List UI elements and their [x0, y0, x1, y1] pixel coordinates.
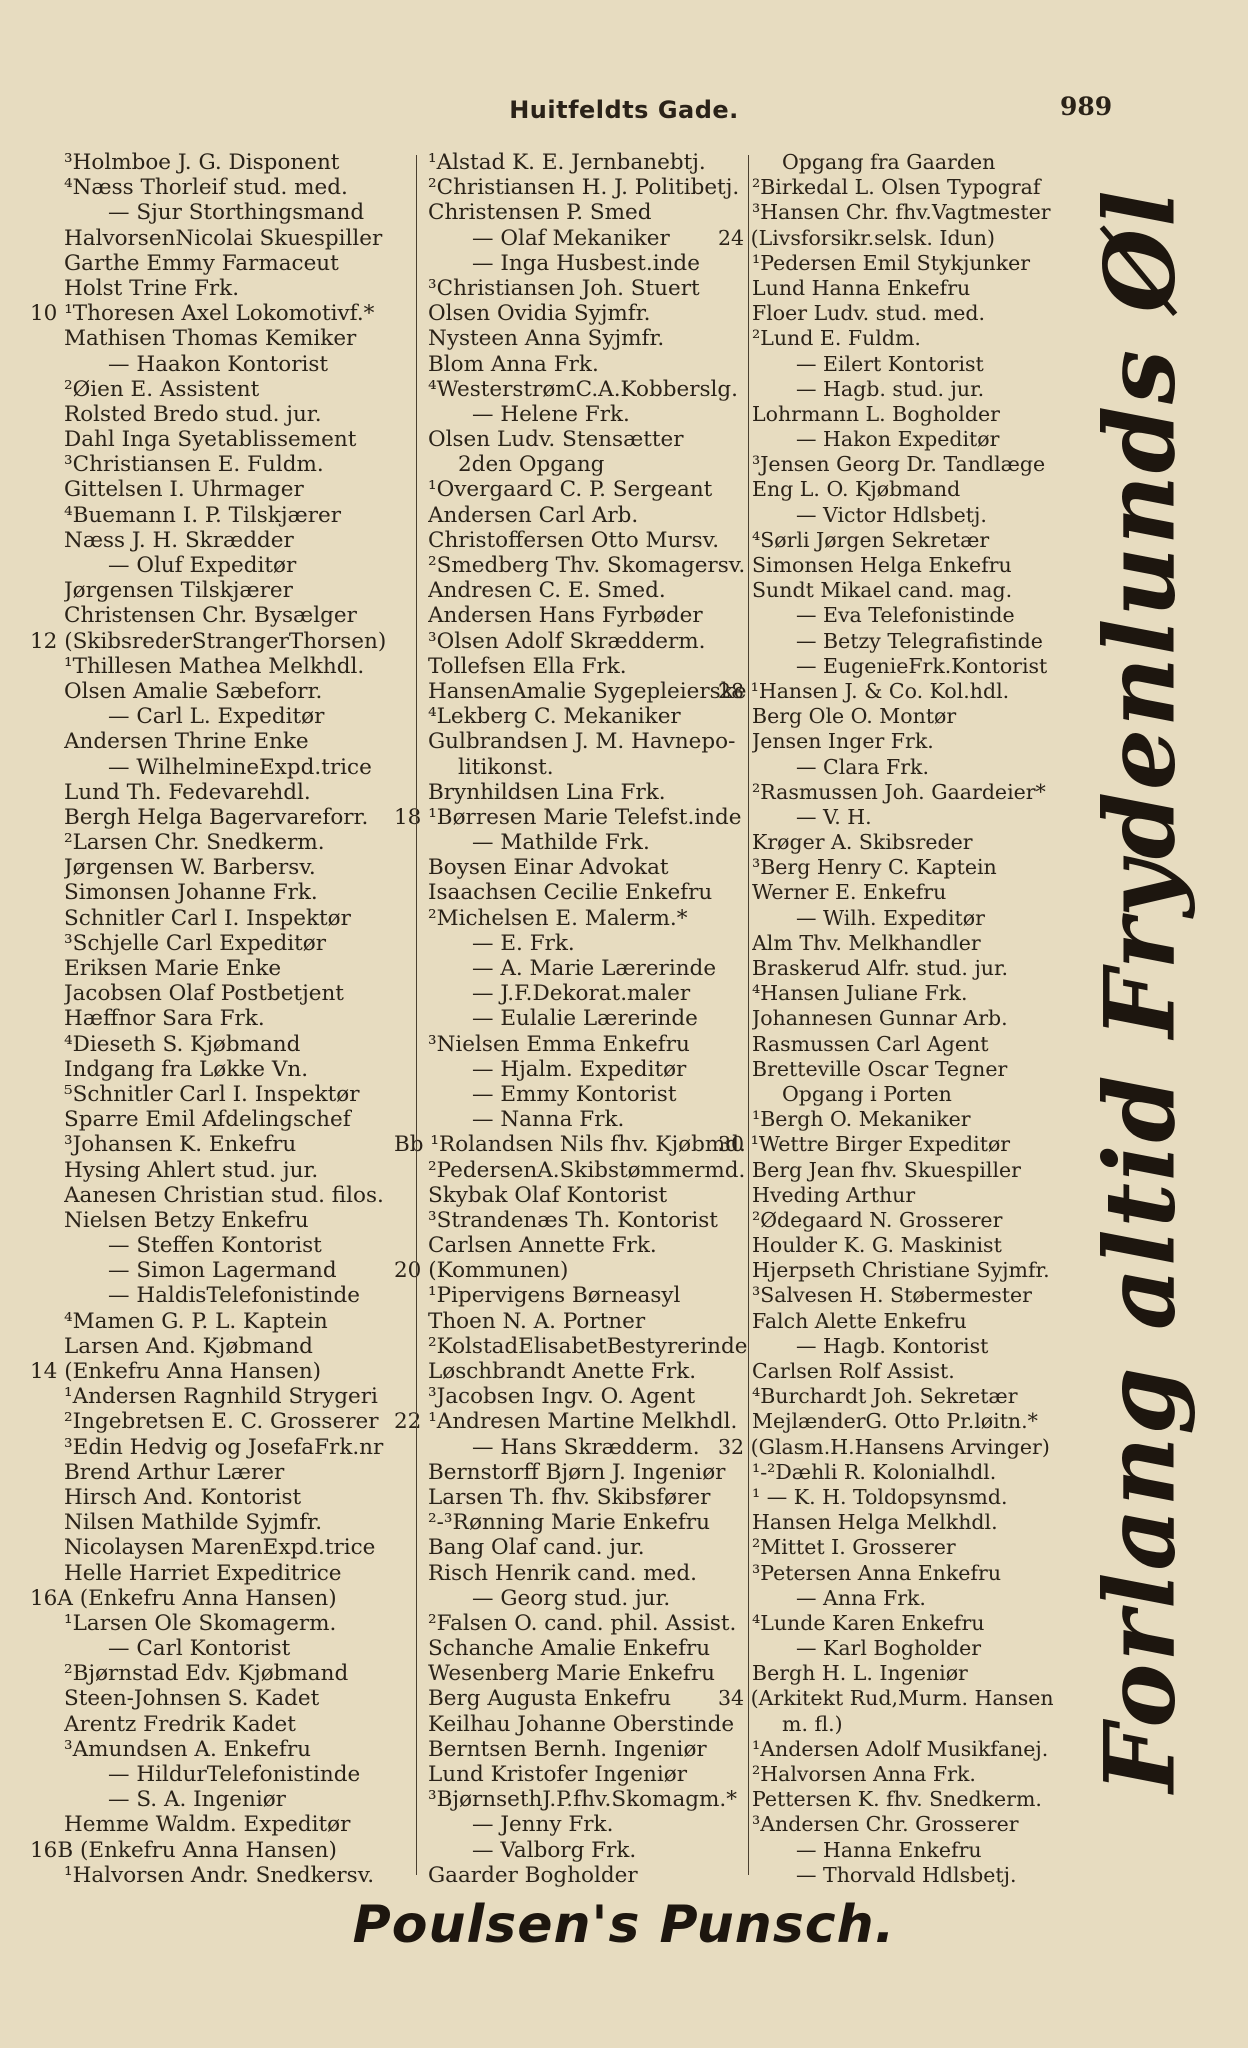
directory-entry: Opgang fra Gaarden — [782, 150, 996, 174]
directory-entry: Hæffnor Sara Frk. — [64, 1006, 265, 1032]
directory-entry: Simonsen Helga Enkefru — [752, 553, 1012, 577]
directory-entry: Christoffersen Otto Mursv. — [428, 527, 720, 553]
directory-entry: Bb ¹Rolandsen Nils fhv. Kjøbmd. — [394, 1132, 746, 1158]
directory-entry: — Oluf Expeditør — [108, 553, 297, 578]
directory-entry: — Eva Telefonistinde — [796, 603, 1015, 628]
directory-entry: — Victor Hdlsbetj. — [796, 502, 987, 527]
directory-entry: ³Jacobsen Ingv. O. Agent — [428, 1384, 696, 1410]
directory-entry: Berntsen Bernh. Ingeniør — [428, 1736, 707, 1762]
directory-entry: Rolsted Bredo stud. jur. — [64, 401, 322, 427]
directory-entry: ⁴Hansen Juliane Frk. — [752, 981, 968, 1006]
directory-entry: ³Johansen K. Enkefru — [64, 1132, 297, 1158]
directory-entry: Hansen Helga Melkhdl. — [752, 1510, 998, 1535]
directory-entry: ⁴Lunde Karen Enkefru — [752, 1610, 985, 1635]
directory-entry: Bergh H. L. Ingeniør — [752, 1661, 968, 1686]
directory-entry: ¹Alstad K. E. Jernbanebtj. — [428, 150, 706, 175]
directory-entry: — V. H. — [796, 804, 872, 829]
directory-entry: — Eilert Kontorist — [796, 351, 984, 376]
directory-entry: Werner E. Enkefru — [752, 880, 947, 905]
directory-entry: ⁴Burchardt Joh. Sekretær — [752, 1384, 1018, 1409]
directory-entry: Andersen Thrine Enke — [64, 729, 309, 755]
directory-entry: Bernstorff Bjørn J. Ingeniør — [428, 1459, 726, 1485]
directory-entry: Jensen Inger Frk. — [752, 729, 934, 754]
directory-entry: Pettersen K. fhv. Snedkerm. — [752, 1787, 1042, 1812]
directory-entry: 34 (Arkitekt Rud,Murm. Hansen — [718, 1686, 1054, 1711]
directory-entry: ³Salvesen H. Støbermester — [752, 1283, 1032, 1308]
directory-entry: Berg Jean fhv. Skuespiller — [752, 1157, 1021, 1182]
directory-entry: ⁴Næss Thorleif stud. med. — [64, 175, 348, 201]
column-divider-left — [416, 155, 417, 1875]
directory-entry: Lund Kristofer Ingeniør — [428, 1762, 687, 1787]
directory-entry: 20 (Kommunen) — [394, 1258, 569, 1284]
page-title: Huitfeldts Gade. — [509, 96, 739, 124]
directory-entry: — Carl L. Expeditør — [108, 704, 325, 730]
directory-entry: Olsen Ludv. Stensætter — [428, 427, 684, 453]
directory-entry: ⁴WesterstrømC.A.Kobberslg. — [428, 376, 738, 402]
directory-entry: — HildurTelefonistinde — [108, 1762, 361, 1787]
directory-entry: — Valborg Frk. — [472, 1837, 637, 1863]
directory-entry: — Steffen Kontorist — [108, 1233, 322, 1259]
directory-entry: ²Bjørnstad Edv. Kjøbmand — [64, 1661, 349, 1687]
directory-entry: — EugenieFrk.Kontorist — [796, 653, 1048, 678]
directory-entry: ⁴Dieseth S. Kjøbmand — [64, 1031, 301, 1057]
directory-entry: Tollefsen Ella Frk. — [428, 653, 627, 679]
directory-entry: 14 (Enkefru Anna Hansen) — [30, 1359, 322, 1384]
directory-entry: ³Holmboe J. G. Disponent — [64, 150, 340, 175]
directory-entry: — Wilh. Expeditør — [796, 905, 985, 930]
directory-entry: Bretteville Oscar Tegner — [752, 1056, 1008, 1081]
directory-entry: ¹Andersen Ragnhild Strygeri — [64, 1384, 378, 1410]
directory-entry: — WilhelmineExpd.trice — [108, 754, 372, 780]
directory-entry: Hemme Waldm. Expeditør — [64, 1812, 351, 1838]
directory-entry: ²Christiansen H. J. Politibetj. — [428, 175, 740, 201]
directory-entry: Brend Arthur Lærer — [64, 1459, 285, 1485]
directory-entry: HansenAmalie Sygepleierske — [428, 678, 747, 704]
directory-entry: Nielsen Betzy Enkefru — [64, 1207, 309, 1233]
directory-entry: — Hagb. Kontorist — [796, 1333, 989, 1358]
directory-entry: ¹Pipervigens Børneasyl — [428, 1283, 681, 1309]
directory-entry: ²PedersenA.Skibstømmermd. — [428, 1157, 746, 1183]
directory-entry: Larsen And. Kjøbmand — [64, 1333, 313, 1359]
directory-entry: Falch Alette Enkefru — [752, 1308, 967, 1333]
directory-entry: Gulbrandsen J. M. Havnepo- — [428, 729, 736, 755]
directory-entry: ²Halvorsen Anna Frk. — [752, 1762, 976, 1786]
directory-entry: Christensen Chr. Bysælger — [64, 603, 357, 629]
directory-entry: ⁴Lekberg C. Mekaniker — [428, 704, 681, 730]
directory-entry: Nysteen Anna Syjmfr. — [428, 326, 665, 352]
directory-entry: Aanesen Christian stud. filos. — [64, 1182, 384, 1208]
directory-entry: — Emmy Kontorist — [472, 1081, 677, 1107]
directory-entry: 30 ¹Wettre Birger Expeditør — [718, 1132, 1011, 1157]
directory-entry: — HaldisTelefonistinde — [108, 1283, 360, 1309]
directory-entry: ³Amundsen A. Enkefru — [64, 1736, 311, 1762]
directory-entry: ²-³Rønning Marie Enkefru — [428, 1510, 710, 1536]
directory-entry: Steen-Johnsen S. Kadet — [64, 1686, 320, 1712]
directory-entry: ³Christiansen E. Fuldm. — [64, 452, 324, 478]
directory-entry: ²Ødegaard N. Grosserer — [752, 1207, 1003, 1232]
directory-entry: Carlsen Annette Frk. — [428, 1233, 657, 1259]
directory-entry: Sparre Emil Afdelingschef — [64, 1107, 351, 1133]
directory-entry: Helle Harriet Expeditrice — [64, 1560, 342, 1586]
directory-entry: Hirsch And. Kontorist — [64, 1484, 302, 1510]
directory-entry: Eriksen Marie Enke — [64, 956, 282, 981]
directory-entry: — Carl Kontorist — [108, 1636, 291, 1662]
directory-entry: Brynhildsen Lina Frk. — [428, 779, 666, 805]
directory-entry: Keilhau Johanne Oberstinde — [428, 1711, 735, 1737]
directory-entry: ¹Bergh O. Mekaniker — [752, 1107, 971, 1132]
directory-entry: Boysen Einar Advokat — [428, 855, 669, 881]
directory-entry: Gaarder Bogholder — [428, 1862, 638, 1888]
directory-entry: ¹Andersen Adolf Musikfanej. — [752, 1736, 1049, 1761]
bottom-advertisement: Poulsen's Punsch. — [352, 1895, 896, 1955]
directory-entry: Isaachsen Cecilie Enkefru — [428, 880, 713, 906]
directory-entry: ³Nielsen Emma Enkefru — [428, 1031, 690, 1057]
directory-entry: 16B (Enkefru Anna Hansen) — [30, 1837, 337, 1863]
directory-entry: — Helene Frk. — [472, 401, 630, 427]
directory-entry: 24 (Livsforsikr.selsk. Idun) — [718, 225, 995, 250]
directory-entry: — Nanna Frk. — [472, 1107, 625, 1133]
directory-entry: — Hagb. stud. jur. — [796, 376, 985, 401]
directory-entry: ⁴Mamen G. P. L. Kaptein — [64, 1308, 328, 1334]
directory-entry: Olsen Amalie Sæbeforr. — [64, 678, 323, 704]
directory-entry: Schnitler Carl I. Inspektør — [64, 905, 351, 931]
directory-entry: Wesenberg Marie Enkefru — [428, 1661, 715, 1687]
directory-entry: — Karl Bogholder — [796, 1636, 982, 1661]
directory-entry: Gittelsen I. Uhrmager — [64, 477, 304, 503]
directory-entry: — J.F.Dekorat.maler — [472, 981, 691, 1007]
page-number: 989 — [1060, 92, 1113, 121]
directory-entry: Lund Hanna Enkefru — [752, 275, 971, 300]
directory-column-2 — [394, 150, 768, 1888]
directory-entry: Bergh Helga Bagervareforr. — [64, 804, 369, 830]
directory-entry: ³Christiansen Joh. Stuert — [428, 275, 700, 301]
directory-entry: Braskerud Alfr. stud. jur. — [752, 956, 1009, 980]
directory-entry: Berg Ole O. Montør — [752, 704, 957, 729]
directory-entry: m. fl.) — [782, 1711, 843, 1736]
directory-entry: ³Edin Hedvig og JosefaFrk.nr — [64, 1434, 384, 1460]
directory-entry: — Hanna Enkefru — [796, 1837, 982, 1862]
directory-entry: ²Birkedal L. Olsen Typograf — [752, 175, 1041, 200]
directory-entry: — Haakon Kontorist — [108, 351, 329, 377]
directory-entry: ¹-²Dæhli R. Kolonialhdl. — [752, 1459, 997, 1484]
directory-entry: — Inga Husbest.inde — [472, 250, 700, 276]
directory-entry: Larsen Th. fhv. Skibsfører — [428, 1484, 711, 1510]
directory-column-1 — [30, 150, 410, 1888]
directory-entry: Andersen Hans Fyrbøder — [428, 603, 703, 629]
directory-entry: Lohrmann L. Bogholder — [752, 401, 1000, 426]
directory-entry: Næss J. H. Skrædder — [64, 527, 294, 553]
directory-entry: Jørgensen W. Barbersv. — [64, 855, 316, 881]
directory-entry: Jørgensen Tilskjærer — [64, 578, 293, 604]
directory-entry: — Olaf Mekaniker — [472, 225, 670, 251]
directory-entry: Simonsen Johanne Frk. — [64, 880, 318, 906]
directory-entry: — E. Frk. — [472, 930, 575, 956]
directory-entry: — Mathilde Frk. — [472, 830, 650, 856]
directory-entry: MejlænderG. Otto Pr.løitn.* — [752, 1409, 1038, 1434]
directory-entry: Indgang fra Løkke Vn. — [64, 1056, 309, 1082]
directory-entry: Houlder K. G. Maskinist — [752, 1233, 1002, 1258]
directory-entry: ³Petersen Anna Enkefru — [752, 1560, 1002, 1585]
directory-entry: 16A (Enkefru Anna Hansen) — [30, 1585, 337, 1611]
directory-entry: ¹Larsen Ole Skomagerm. — [64, 1610, 337, 1636]
directory-entry: Hysing Ahlert stud. jur. — [64, 1157, 319, 1183]
directory-entry: ³Olsen Adolf Skrædderm. — [428, 628, 706, 654]
directory-entry: ³Hansen Chr. fhv.Vagtmester — [752, 200, 1051, 225]
directory-entry: Andresen C. E. Smed. — [428, 578, 666, 604]
column-divider-right — [748, 155, 749, 1875]
directory-entry: — Sjur Storthingsmand — [108, 200, 365, 226]
directory-entry: ²KolstadElisabetBestyrerinde — [428, 1333, 748, 1359]
directory-entry: ²Øien E. Assistent — [64, 376, 260, 402]
side-advertisement — [1050, 187, 1230, 1793]
directory-entry: HalvorsenNicolai Skuespiller — [64, 225, 383, 251]
directory-entry: — Hakon Expeditør — [796, 427, 1000, 452]
directory-entry: Arentz Fredrik Kadet — [64, 1711, 296, 1737]
directory-entry: 18 ¹Børresen Marie Telefst.inde — [394, 804, 742, 830]
directory-entry: 10 ¹Thoresen Axel Lokomotivf.* — [30, 301, 375, 327]
side-advertisement-text: Forlang altid Frydenlunds Øl — [1083, 187, 1197, 1793]
directory-entry: — Thorvald Hdlsbetj. — [796, 1862, 1017, 1887]
directory-entry: ⁴Sørli Jørgen Sekretær — [752, 527, 990, 552]
directory-entry: Floer Ludv. stud. med. — [752, 301, 986, 326]
directory-entry: — Hans Skrædderm. — [472, 1434, 700, 1460]
directory-entry: Sundt Mikael cand. mag. — [752, 578, 1013, 603]
directory-entry: — Jenny Frk. — [472, 1812, 614, 1838]
directory-entry: ²Falsen O. cand. phil. Assist. — [428, 1610, 737, 1636]
directory-entry: Holst Trine Frk. — [64, 275, 240, 301]
directory-entry: 32 (Glasm.H.Hansens Arvinger) — [718, 1434, 1050, 1459]
directory-entry: ⁵Schnitler Carl I. Inspektør — [64, 1081, 360, 1107]
directory-entry: — Eulalie Lærerinde — [472, 1006, 698, 1032]
directory-entry: Skybak Olaf Kontorist — [428, 1182, 668, 1208]
directory-entry: ²Lund E. Fuldm. — [752, 326, 921, 351]
directory-entry: Nilsen Mathilde Syjmfr. — [64, 1510, 323, 1536]
directory-entry: Carlsen Rolf Assist. — [752, 1359, 955, 1383]
directory-entry: ²Michelsen E. Malerm.* — [428, 905, 688, 931]
directory-entry: ¹Halvorsen Andr. Snedkersv. — [64, 1862, 375, 1888]
directory-entry: 22 ¹Andresen Martine Melkhdl. — [394, 1409, 738, 1435]
directory-entry: Blom Anna Frk. — [428, 351, 599, 377]
directory-entry: ²Rasmussen Joh. Gaardeier* — [752, 779, 1046, 804]
directory-entry: Andersen Carl Arb. — [428, 502, 639, 528]
directory-entry: Løschbrandt Anette Frk. — [428, 1359, 697, 1384]
directory-entry: Hjerpseth Christiane Syjmfr. — [752, 1258, 1050, 1283]
directory-entry: Thoen N. A. Portner — [428, 1308, 646, 1334]
directory-entry: — Anna Frk. — [796, 1585, 926, 1610]
directory-entry: Berg Augusta Enkefru — [428, 1686, 672, 1712]
directory-entry: — S. A. Ingeniør — [108, 1787, 286, 1813]
directory-entry: ²Mittet I. Grosserer — [752, 1535, 956, 1560]
directory-entry: Christensen P. Smed — [428, 200, 652, 226]
directory-entry: 28 ¹Hansen J. & Co. Kol.hdl. — [718, 678, 1010, 703]
directory-entry: Hveding Arthur — [752, 1182, 916, 1207]
directory-entry: ²Larsen Chr. Snedkerm. — [64, 830, 325, 856]
directory-entry: Johannesen Gunnar Arb. — [752, 1006, 1008, 1031]
directory-entry: ³Schjelle Carl Expeditør — [64, 930, 326, 956]
directory-entry: Nicolaysen MarenExpd.trice — [64, 1535, 376, 1561]
directory-entry: litikonst. — [458, 754, 554, 780]
directory-entry: ¹ — K. H. Toldopsynsmd. — [752, 1484, 1008, 1509]
directory-entry: Eng L. O. Kjøbmand — [752, 477, 961, 502]
directory-entry: ³Strandenæs Th. Kontorist — [428, 1207, 718, 1233]
directory-entry: ³Andersen Chr. Grosserer — [752, 1812, 1019, 1837]
directory-entry: Opgang i Porten — [782, 1081, 952, 1106]
directory-entry: ⁴Buemann I. P. Tilskjærer — [64, 502, 341, 528]
directory-entry: ¹Thillesen Mathea Melkhdl. — [64, 653, 365, 679]
directory-entry: — A. Marie Lærerinde — [472, 956, 717, 981]
directory-entry: Garthe Emmy Farmaceut — [64, 250, 339, 276]
directory-entry: Schanche Amalie Enkefru — [428, 1636, 711, 1662]
directory-entry: — Clara Frk. — [796, 754, 929, 779]
directory-entry: Olsen Ovidia Syjmfr. — [428, 301, 651, 327]
directory-entry: Dahl Inga Syetablissement — [64, 427, 357, 453]
directory-entry: ¹Pedersen Emil Stykjunker — [752, 250, 1031, 275]
directory-entry: ¹Overgaard C. P. Sergeant — [428, 477, 713, 503]
directory-entry: 2den Opgang — [458, 452, 605, 478]
directory-entry: Krøger A. Skibsreder — [752, 830, 973, 855]
directory-entry: Mathisen Thomas Kemiker — [64, 326, 357, 352]
directory-entry: — Betzy Telegrafistinde — [796, 628, 1043, 653]
directory-entry: ²Smedberg Thv. Skomagersv. — [428, 553, 746, 578]
directory-entry: Rasmussen Carl Agent — [752, 1031, 989, 1056]
directory-entry: Alm Thv. Melkhandler — [752, 930, 981, 955]
directory-entry: — Georg stud. jur. — [472, 1585, 671, 1611]
directory-entry: ³Berg Henry C. Kaptein — [752, 855, 997, 880]
directory-entry: Jacobsen Olaf Postbetjent — [64, 981, 344, 1007]
directory-entry: ²Ingebretsen E. C. Grosserer — [64, 1409, 379, 1435]
directory-entry: — Simon Lagermand — [108, 1258, 337, 1284]
directory-entry: — Hjalm. Expeditør — [472, 1056, 687, 1082]
directory-entry: ³BjørnsethJ.P.fhv.Skomagm.* — [428, 1787, 737, 1813]
directory-entry: 12 (SkibsrederStrangerThorsen) — [30, 628, 387, 654]
directory-entry: Risch Henrik cand. med. — [428, 1560, 698, 1586]
directory-entry: Bang Olaf cand. jur. — [428, 1535, 645, 1561]
directory-entry: Lund Th. Fedevarehdl. — [64, 779, 311, 805]
directory-entry: ³Jensen Georg Dr. Tandlæge — [752, 452, 1046, 477]
